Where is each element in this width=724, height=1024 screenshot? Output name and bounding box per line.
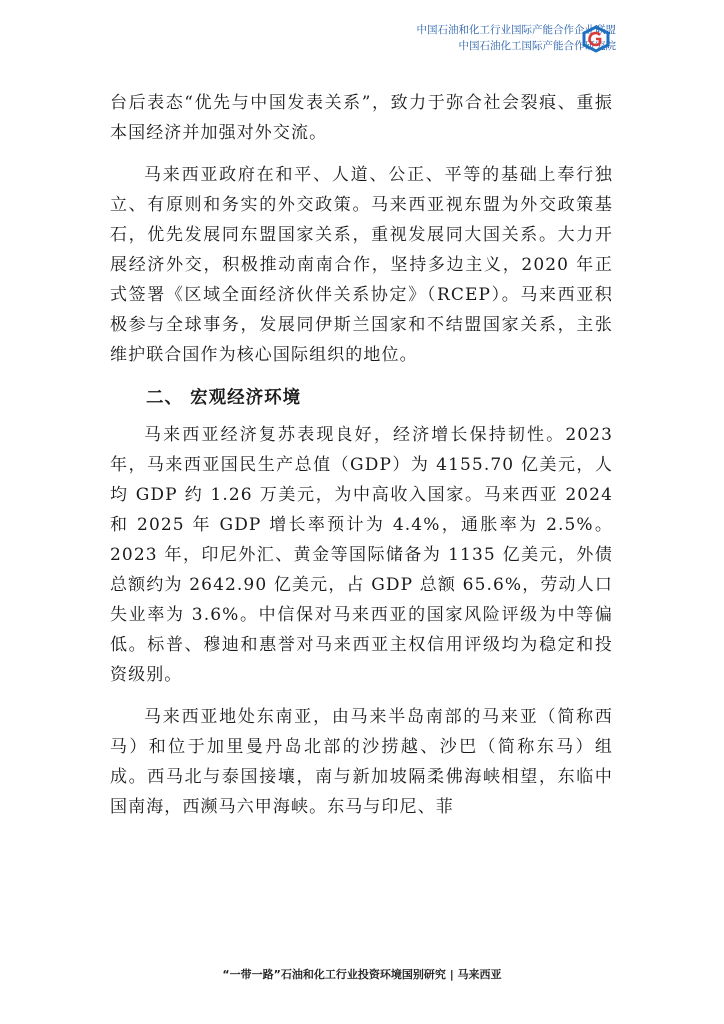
section-heading: 二、 宏观经济环境: [146, 388, 302, 408]
body-paragraph: 马来西亚经济复苏表现良好，经济增长保持韧性。2023 年，马来西亚国民生产总值（GDP）为 4155.70 亿美元，人均 GDP 约 1.26 万美元，为中高收入国家。马来西亚 2024 和 2025 年 GDP 增长率预计为 4.4%，通胀率为 2.5%。2023 年，印尼外汇、黄金等国际储备为 1135 亿美元，外债总额约为 2642.90 亿美元，占 GDP 总额 65.6%，劳动人口失业率为 3.6%。中信保对马来西亚的国家风险评级为中等偏低。标普、穆迪和惠誉对马来西亚主权信用评级均为稳定和投资级别。: [110, 425, 613, 685]
body-paragraph: 台后表态“优先与中国发表关系”，致力于弥合社会裂痕、重振本国经济并加强对外交流。: [110, 93, 613, 143]
body-paragraph: 马来西亚地处东南亚，由马来半岛南部的马来亚（简称西马）和位于加里曼丹岛北部的沙捞越、沙巴（简称东马）组成。西马北与泰国接壤，南与新加坡隔柔佛海峡相望，东临中国南海，西濒马六甲海峡。东马与印尼、菲: [110, 707, 613, 817]
alliance-logo-icon: [580, 25, 612, 53]
body-paragraph: 马来西亚政府在和平、人道、公正、平等的基础上奉行独立、有原则和务实的外交政策。马来西亚视东盟为外交政策基石，优先发展同东盟国家关系，重视发展同大国关系。大力开展经济外交，积极推动南南合作，坚持多边主义，2020 年正式签署《区域全面经济伙伴关系协定》（RCEP）。马来西亚积极参与全球事务，发展同伊斯兰国家和不结盟国家关系，主张维护联合国作为核心国际组织的地位。: [110, 165, 613, 365]
document-body: [110, 88, 613, 834]
header-org-line-1: 中国石油和化工行业国际产能合作企业联盟: [416, 24, 616, 36]
page-footer: “一带一路”石油和化工行业投资环境国别研究 | 马来西亚: [222, 968, 502, 981]
header-org-line-2: 中国石油化工国际产能合作研究院: [458, 40, 616, 52]
